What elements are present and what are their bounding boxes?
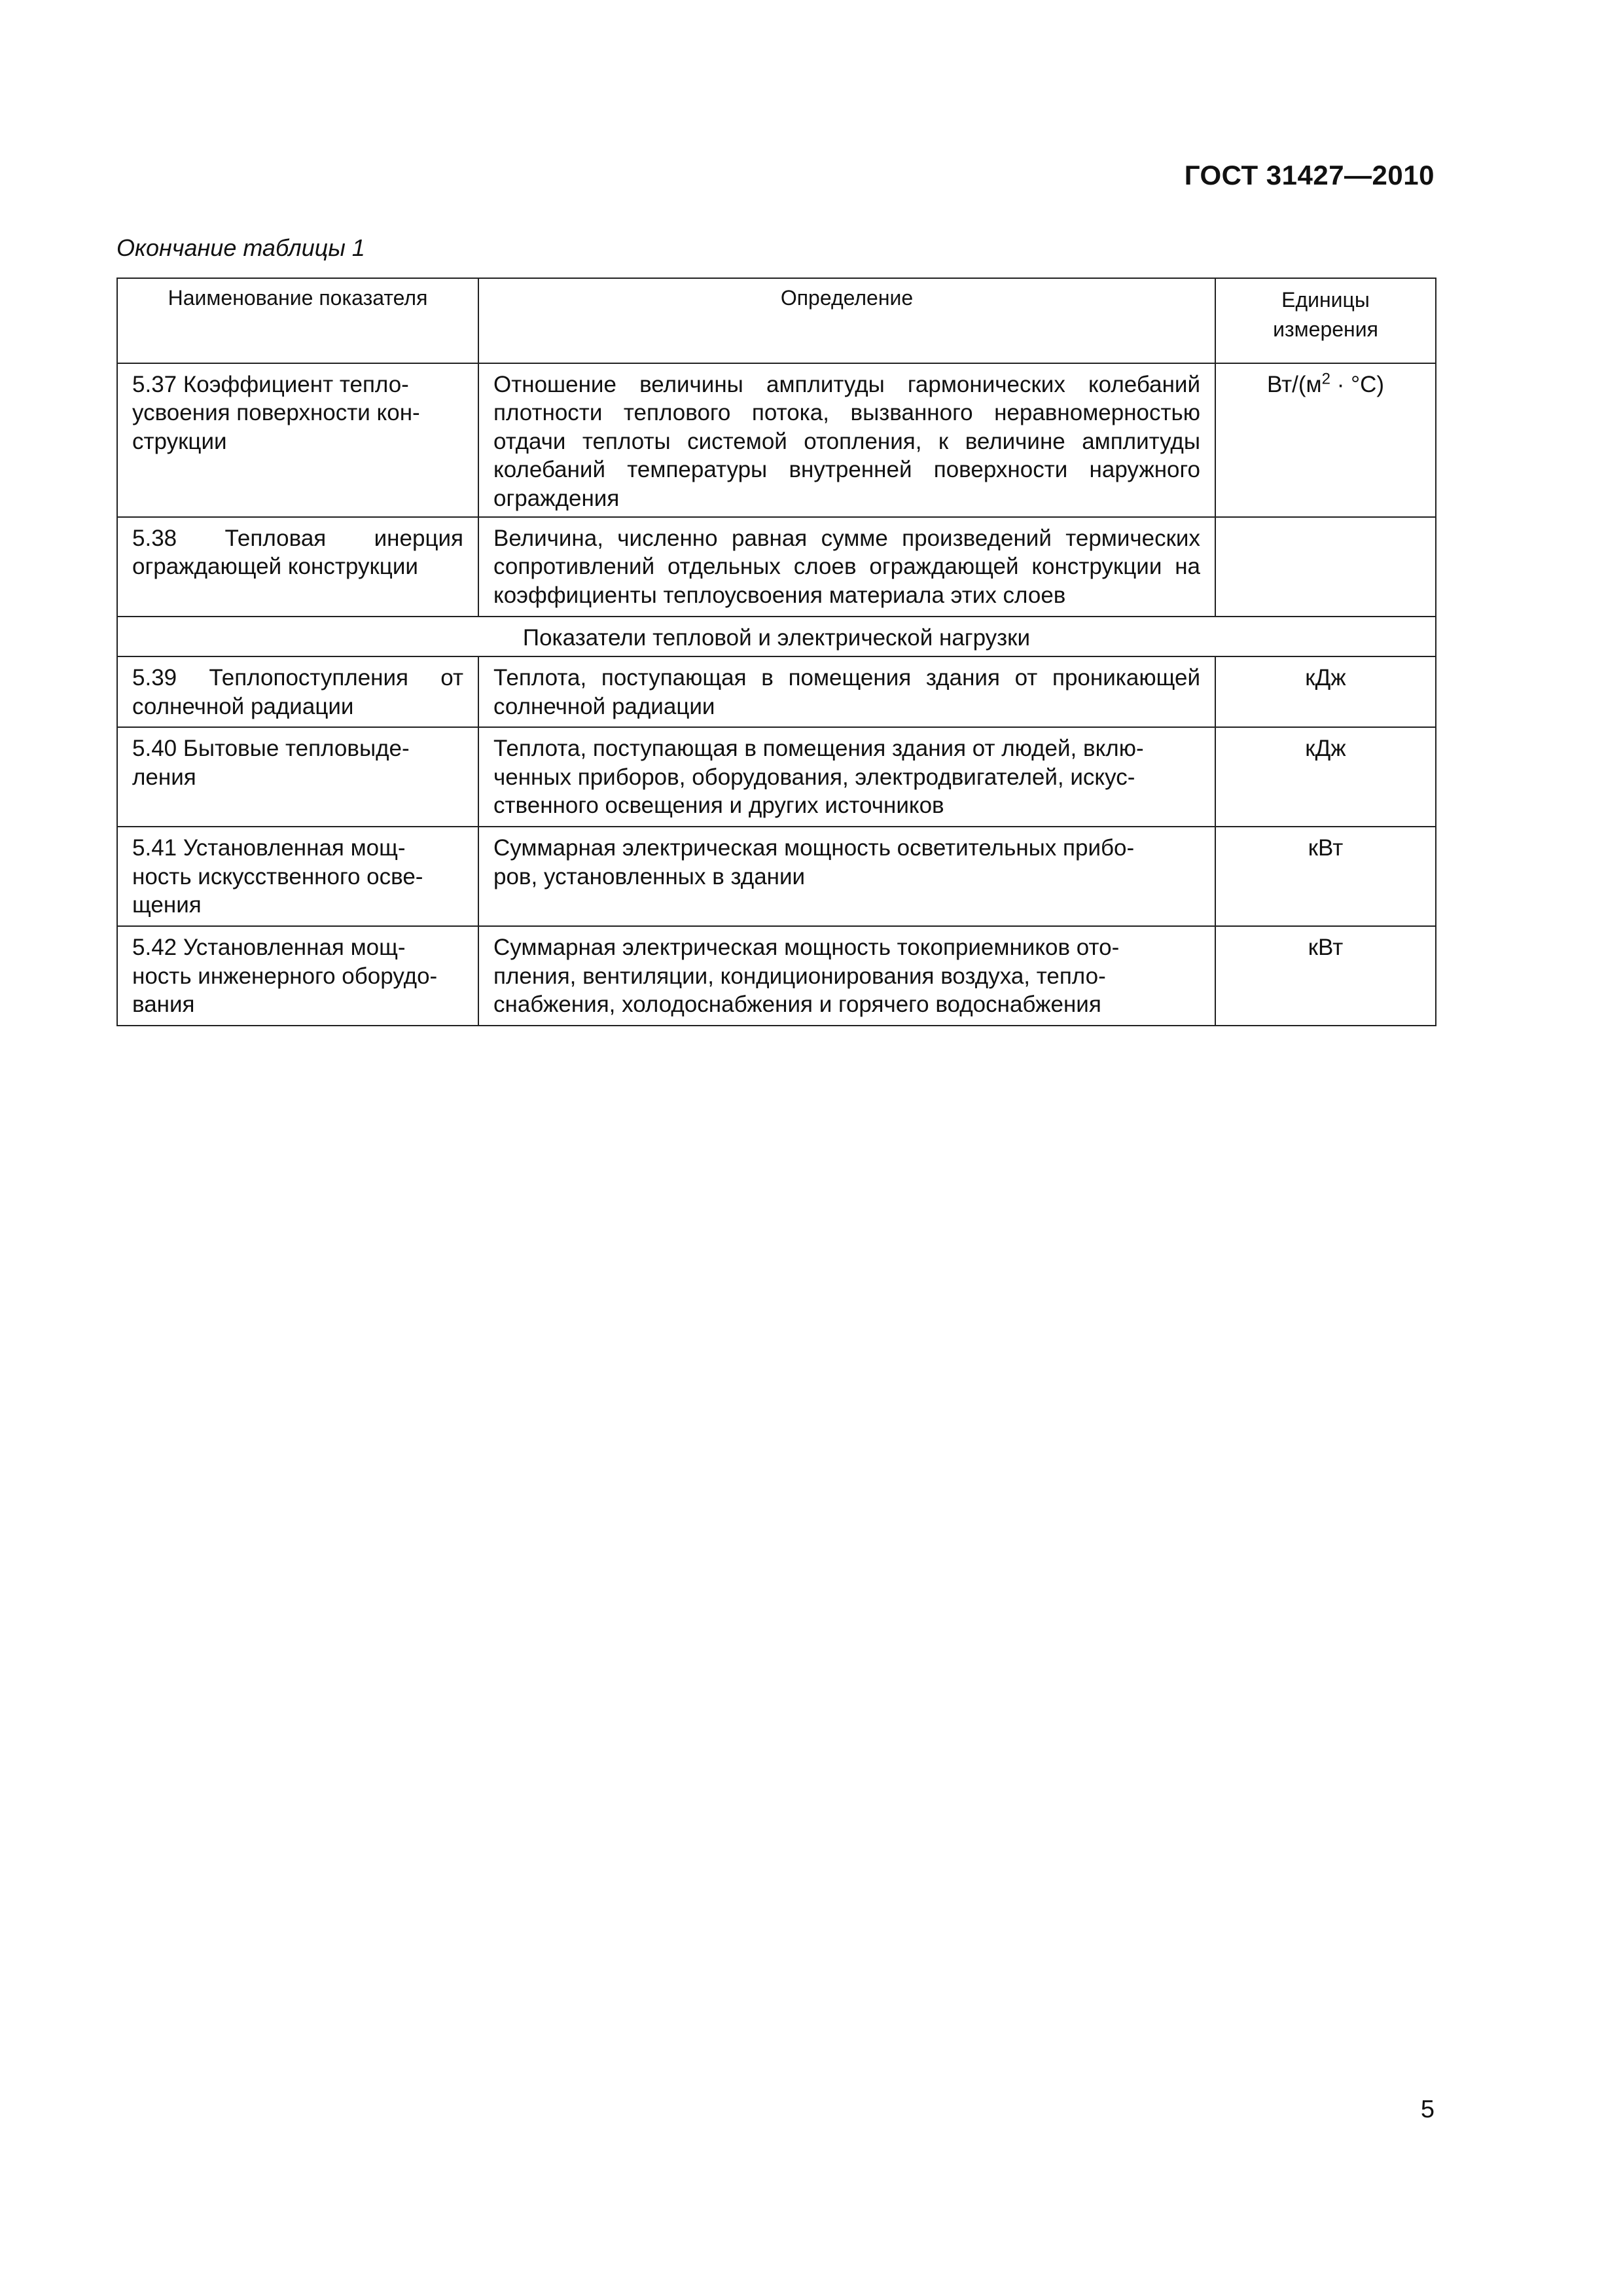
- page-number: 5: [1420, 2096, 1435, 2123]
- row-definition-cell: Суммарная электрическая мощность осветительных прибо- ров, установленных в здании: [478, 827, 1215, 926]
- row-name-cell: 5.42 Установленная мощ- ность инженерного оборудо- вания: [117, 926, 478, 1026]
- row-definition-cell: Величина, численно равная сумме произведений термических сопротивлений отдельных слоев ограждающей конструкции на коэффициенты теплоусвоения материала этих слоев: [478, 517, 1215, 617]
- table-row: [117, 517, 1436, 617]
- document-code: ГОСТ 31427—2010: [1184, 160, 1435, 190]
- row-name-cell: 5.41 Установленная мощ- ность искусственного осве- щения: [117, 827, 478, 926]
- row-name-cell: 5.40 Бытовые тепловыде- ления: [117, 727, 478, 827]
- table-header-row: [117, 278, 1436, 363]
- table-row: [117, 363, 1436, 517]
- row-definition-cell: Теплота, поступающая в помещения здания от людей, вклю- ченных приборов, оборудования, электродвигателей, искус- ственного освещения и других источников: [478, 727, 1215, 827]
- row-unit-cell: кДж: [1215, 727, 1436, 827]
- row-definition-cell: Теплота, поступающая в помещения здания от проникающей солнечной радиации: [478, 656, 1215, 727]
- table-row: [117, 827, 1436, 926]
- unit-main: Вт/(м: [1266, 372, 1322, 397]
- section-row: [117, 617, 1436, 656]
- row-unit-cell: [1215, 517, 1436, 617]
- definitions-table: [116, 278, 1436, 1026]
- row-name-cell: 5.38 Тепловая инерция ограждающей конструкции: [117, 517, 478, 617]
- column-header-units-line2: измерения: [1273, 317, 1378, 341]
- section-title: Показатели тепловой и электрической нагрузки: [117, 617, 1436, 656]
- row-definition-cell: Суммарная электрическая мощность токоприемников ото- пления, вентиляции, кондиционирования воздуха, тепло- снабжения, холодоснабжения и горячего водоснабжения: [478, 926, 1215, 1026]
- column-header-units-line1: Единицы: [1281, 288, 1370, 312]
- row-unit-cell: [1215, 363, 1436, 517]
- table-caption: Окончание таблицы 1: [116, 234, 365, 261]
- table-row: [117, 727, 1436, 827]
- row-definition-cell: Отношение величины амплитуды гармонических колебаний плотности теплового потока, вызванного неравномерностью отдачи теплоты системой отопления, к величине амплитуды колебаний температуры внутренней поверхности наружного ограждения: [478, 363, 1215, 517]
- unit-superscript: 2: [1321, 370, 1330, 388]
- unit-tail: · °С): [1330, 372, 1385, 397]
- table-row: [117, 926, 1436, 1026]
- column-header-units: [1215, 278, 1436, 363]
- row-name-cell: 5.37 Коэффициент тепло- усвоения поверхности кон- струкции: [117, 363, 478, 517]
- row-name-cell: 5.39 Теплопоступления от солнечной радиации: [117, 656, 478, 727]
- column-header-name: Наименование показателя: [117, 278, 478, 363]
- table-row: [117, 656, 1436, 727]
- row-unit-cell: кВт: [1215, 926, 1436, 1026]
- row-unit-cell: кВт: [1215, 827, 1436, 926]
- row-unit-cell: кДж: [1215, 656, 1436, 727]
- column-header-definition: Определение: [478, 278, 1215, 363]
